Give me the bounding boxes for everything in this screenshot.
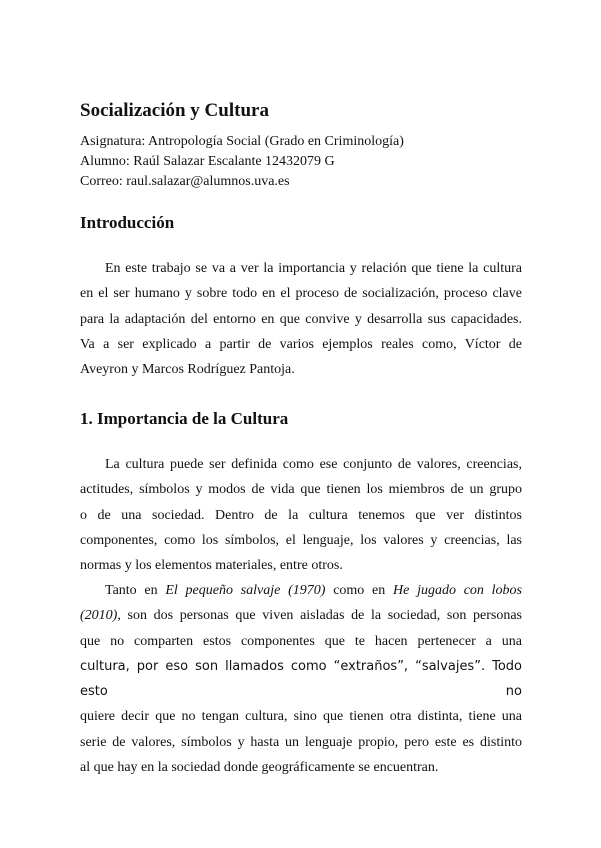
section-1-heading: 1. Importancia de la Cultura <box>80 409 289 428</box>
paragraph-line <box>80 654 522 705</box>
paragraph-line: serie de valores, símbolos y hasta un lenguaje propio, pero este es distinto <box>80 734 522 750</box>
film-year: (2010) <box>80 608 118 624</box>
paragraph-line: Va a ser explicado a partir de varios ejemplos reales como, Víctor de <box>80 336 522 352</box>
document-meta <box>80 132 404 192</box>
paragraph-line: La cultura puede ser definida como ese conjunto de valores, creencias, <box>105 457 522 472</box>
paragraph-line: componentes, como los símbolos, el lenguaje, los valores y creencias, las <box>80 532 522 548</box>
paragraph-line: o de una sociedad. Dentro de la cultura tenemos que ver distintos <box>80 507 522 523</box>
paragraph-line: En este trabajo se va a ver la importancia y relación que tiene la cultura <box>105 261 522 276</box>
intro-heading: Introducción <box>80 213 175 232</box>
text-run: cultura, por eso son llamados como “extraños”, “salvajes”. <box>80 658 486 674</box>
paragraph-line: normas y los elementos materiales, entre otros. <box>80 558 343 574</box>
paragraph-line: que no comparten estos componentes que te hacen pertenecer a una <box>80 633 522 649</box>
paragraph-line: quiere decir que no tengan cultura, sino que tienen otra distinta, tiene una <box>80 709 522 725</box>
paragraph-line: actitudes, símbolos y modos de vida que tienen los miembros de un grupo <box>80 482 522 498</box>
section-1-paragraph-2 <box>80 578 522 780</box>
paragraph-line <box>80 578 522 603</box>
text-run: , son dos personas que viven aisladas de la sociedad, son personas <box>117 608 522 624</box>
paragraph-line <box>80 603 522 628</box>
film-title: El pequeño salvaje (1970) <box>165 583 326 598</box>
email-line: Correo: raul.salazar@alumnos.uva.es <box>80 174 290 189</box>
section-1-paragraph-1 <box>80 452 522 578</box>
intro-paragraph <box>80 256 522 382</box>
text-run: Tanto en <box>105 583 166 598</box>
document-title: Socialización y Cultura <box>80 100 269 121</box>
film-title: He jugado con lobos <box>393 583 522 598</box>
paragraph-line: para la adaptación del entorno en que convive y desarrolla sus capacidades. <box>80 311 522 327</box>
paragraph-line: Aveyron y Marcos Rodríguez Pantoja. <box>80 362 295 378</box>
paragraph-line: al que hay en la sociedad donde geográficamente se encuentran. <box>80 760 439 776</box>
paragraph-line: en el ser humano y sobre todo en el proceso de socialización, proceso clave <box>80 286 522 302</box>
subject-line: Asignatura: Antropología Social (Grado en Criminología) <box>80 134 404 149</box>
text-run: Todo esto no <box>80 658 522 700</box>
student-line: Alumno: Raúl Salazar Escalante 12432079 G <box>80 154 335 169</box>
text-run: como en <box>325 583 393 598</box>
